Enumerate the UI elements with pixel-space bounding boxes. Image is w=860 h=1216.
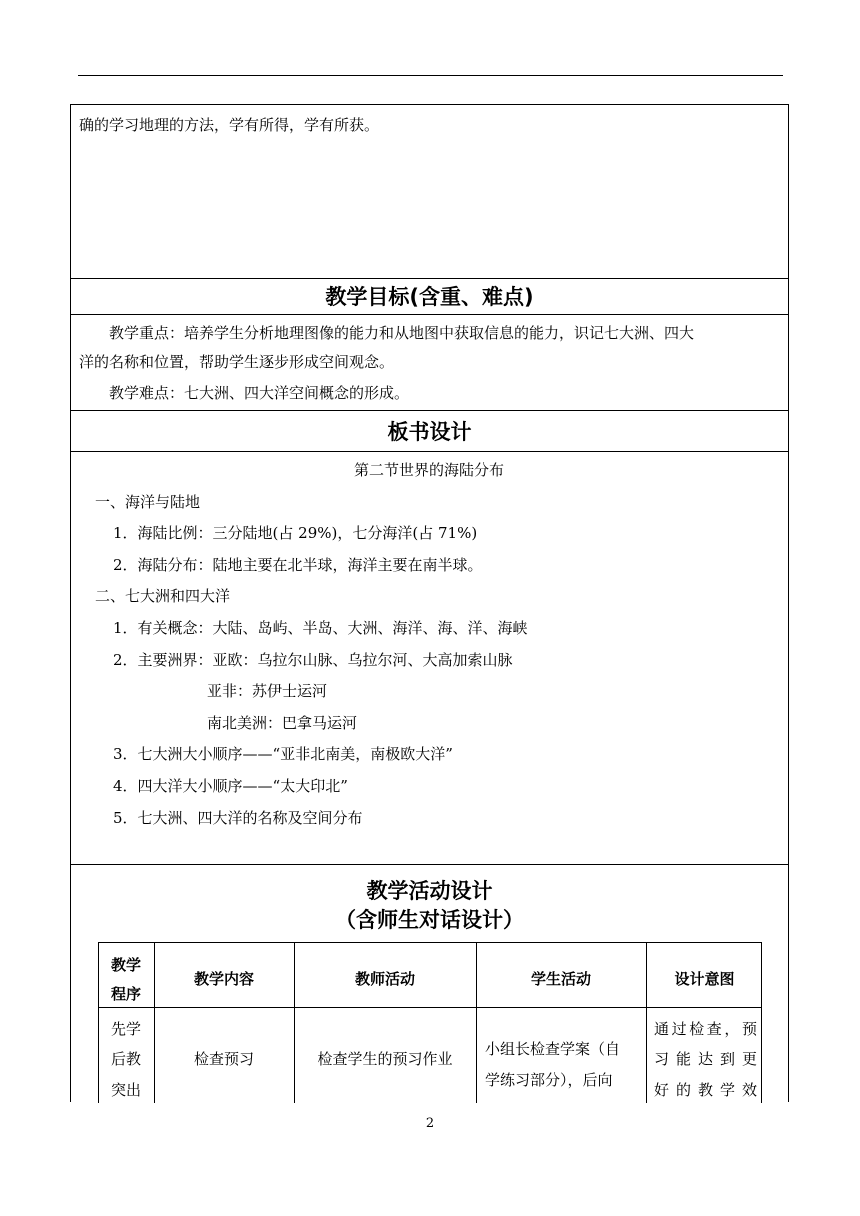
board-line: 南北美洲：巴拿马运河 bbox=[207, 714, 358, 732]
td-student: 小组长检查学案（自 bbox=[485, 1040, 621, 1058]
td-procedure: 先学 bbox=[111, 1020, 142, 1038]
board-heading: 板书设计 bbox=[387, 420, 472, 444]
th-procedure-1: 教学 bbox=[111, 956, 142, 974]
objectives-heading-row bbox=[71, 279, 788, 315]
th-intent: 设计意图 bbox=[674, 970, 735, 988]
activity-heading-line1: 教学活动设计 bbox=[366, 879, 493, 903]
objectives-heading: 教学目标(含重、难点) bbox=[325, 285, 534, 309]
objectives-focus-line2: 洋的名称和位置，帮助学生逐步形成空间观念。 bbox=[79, 353, 395, 371]
board-line: 2．主要洲界：亚欧：乌拉尔山脉、乌拉尔河、大高加索山脉 bbox=[113, 651, 513, 669]
th-procedure-2: 程序 bbox=[111, 985, 142, 1003]
lesson-plan-table bbox=[70, 104, 789, 1102]
col-divider bbox=[646, 943, 647, 1103]
th-student: 学生活动 bbox=[530, 970, 591, 988]
board-body bbox=[71, 452, 788, 865]
board-line: 亚非：苏伊士运河 bbox=[207, 682, 328, 700]
col-divider bbox=[294, 943, 295, 1103]
page-number: 2 bbox=[425, 1116, 435, 1131]
td-teacher: 检查学生的预习作业 bbox=[317, 1050, 453, 1068]
header-rule bbox=[78, 75, 783, 76]
objectives-difficulty: 教学难点：七大洲、四大洋空间概念的形成。 bbox=[109, 384, 410, 402]
activity-heading-row bbox=[71, 865, 788, 942]
board-line: 1．海陆比例：三分陆地(占 29%)，七分海洋(占 71%) bbox=[113, 524, 478, 542]
board-line: 4．四大洋大小顺序——“太大印北” bbox=[113, 777, 348, 795]
board-line: 3．七大洲大小顺序——“亚非北南美，南极欧大洋” bbox=[113, 745, 453, 763]
board-line: 一、海洋与陆地 bbox=[95, 493, 201, 511]
board-line: 1．有关概念：大陆、岛屿、半岛、大洲、海洋、海、洋、海峡 bbox=[113, 619, 528, 637]
intro-text: 确的学习地理的方法，学有所得，学有所获。 bbox=[79, 116, 380, 134]
board-heading-row bbox=[71, 411, 788, 452]
header-divider bbox=[99, 1007, 761, 1008]
td-procedure: 突出 bbox=[111, 1081, 142, 1099]
board-line: 2．海陆分布：陆地主要在北半球，海洋主要在南半球。 bbox=[113, 556, 483, 574]
board-title: 第二节世界的海陆分布 bbox=[354, 461, 505, 479]
td-intent: 通过检查，预 bbox=[654, 1020, 757, 1038]
col-divider bbox=[154, 943, 155, 1103]
objectives-body bbox=[71, 315, 788, 411]
td-procedure: 后教 bbox=[111, 1050, 142, 1068]
objectives-focus-line1: 教学重点：培养学生分析地理图像的能力和从地图中获取信息的能力，识记七大洲、四大 bbox=[109, 324, 695, 342]
activity-table bbox=[98, 942, 762, 1103]
td-content: 检查预习 bbox=[193, 1050, 254, 1068]
col-divider bbox=[476, 943, 477, 1103]
board-line: 二、七大洲和四大洋 bbox=[95, 587, 231, 605]
activity-heading-line2: （含师生对话设计） bbox=[335, 908, 524, 932]
th-content: 教学内容 bbox=[193, 970, 254, 988]
td-intent: 习能达到更 bbox=[654, 1050, 757, 1068]
board-line: 5．七大洲、四大洋的名称及空间分布 bbox=[113, 809, 363, 827]
intro-section bbox=[71, 105, 788, 279]
td-intent: 好的教学效 bbox=[654, 1081, 757, 1099]
td-student: 学练习部分），后向 bbox=[485, 1071, 613, 1089]
th-teacher: 教师活动 bbox=[354, 970, 415, 988]
